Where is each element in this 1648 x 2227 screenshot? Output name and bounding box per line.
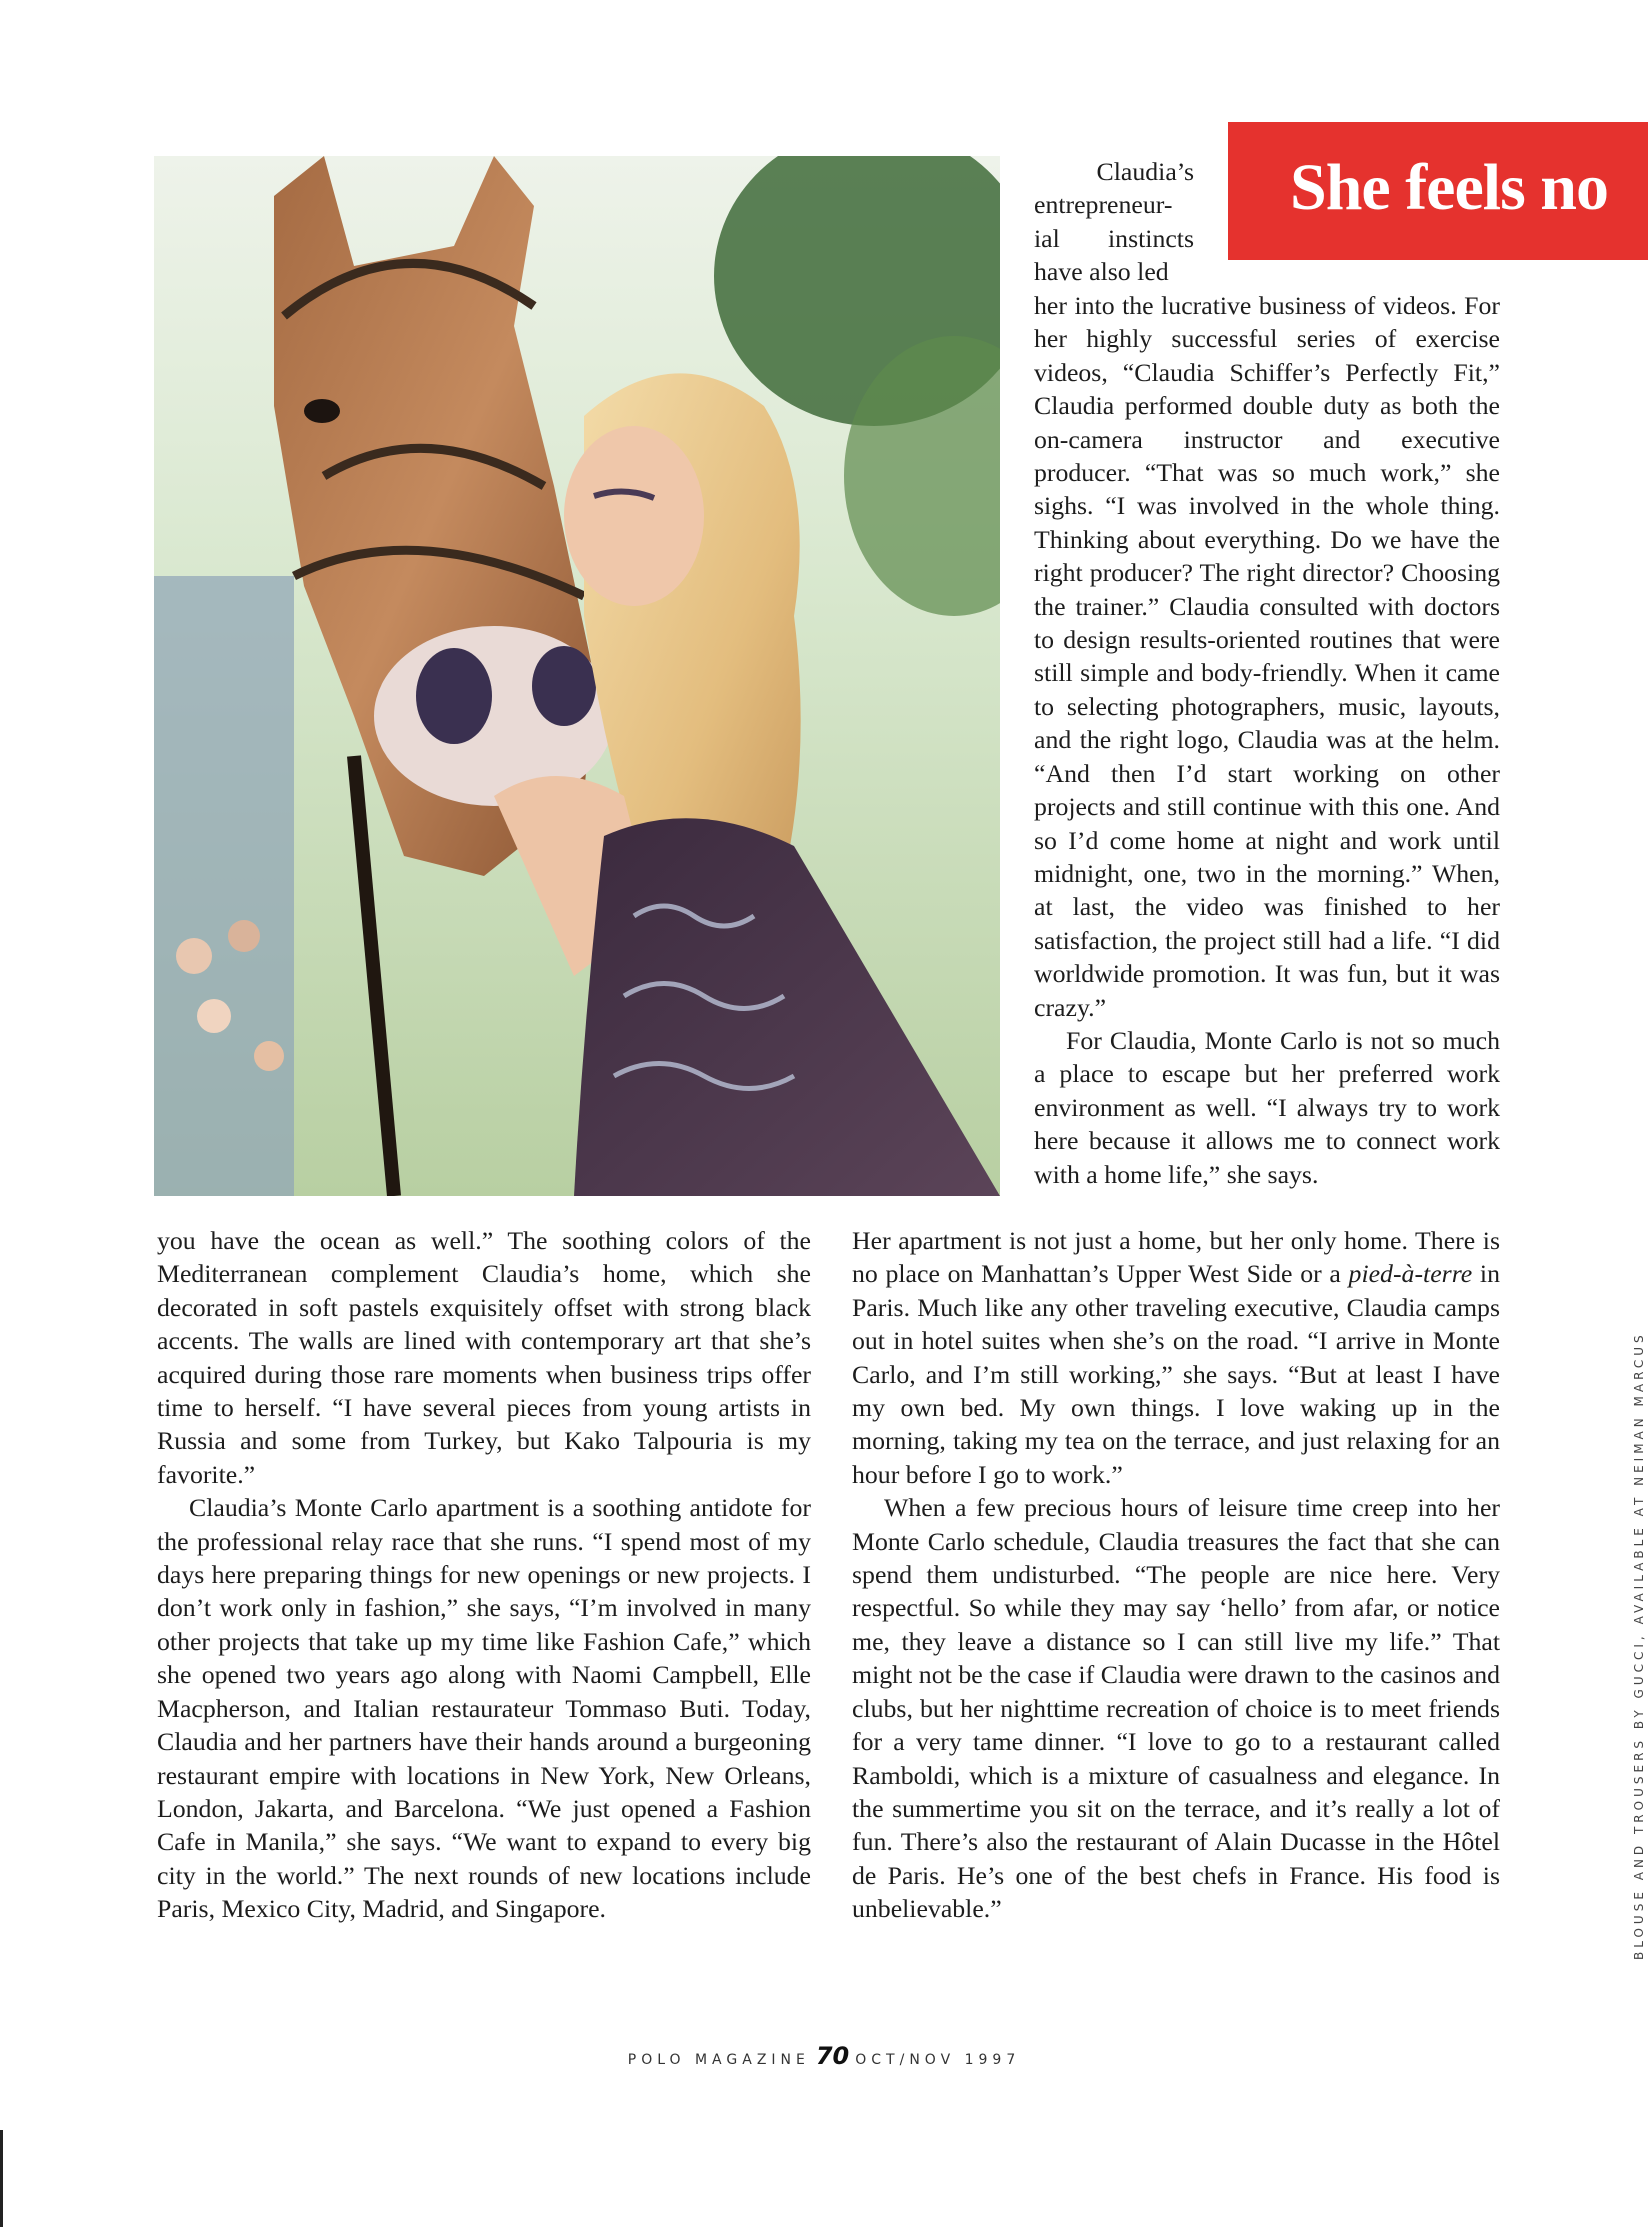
page-footer [0, 2042, 1648, 2070]
crowd-face [254, 1041, 284, 1071]
publication-name: POLO MAGAZINE [627, 2052, 810, 2068]
lead-line: ial instincts [1034, 223, 1194, 253]
body-paragraph: For Claudia, Monte Carlo is not so much a place to escape but her preferred work environment as well. “I always try to work here because it allows me to connect work with a home life,” she says. [1034, 1025, 1500, 1189]
body-paragraph [852, 1224, 1500, 1491]
horse-nostril-2 [532, 646, 596, 726]
body-paragraph: Claudia’s Monte Carlo apartment is a soothing antidote for the professional relay race that she runs. “I spend most of my days here preparing things for new openings or new projects. I don’t work only in fashion,” she says, “I’m involved in many other projects that take up my time like Fashion Cafe,” which she opened two years ago along with Naomi Campbell, Elle Macpherson, and Italian restaurateur Tommaso Buti. Today, Claudia and her partners have their hands around a burgeoning restaurant empire with locations in New York, New Orleans, London, Jakarta, and Barcelona. “We just opened a Fashion Cafe in Manila,” she says. “We want to expand to every big city in the world.” The next rounds of new locations include Paris, Mexico City, Madrid, and Singapore. [157, 1493, 811, 1924]
horse-nostril [416, 648, 492, 744]
right-column-lower [852, 1224, 1500, 1926]
lead-line: Claudia’s [1096, 157, 1194, 186]
body-paragraph: you have the ocean as well.” The soothing colors of the Mediterranean complement Claudia’s home, which she decorated in soft pastels exquisitely offset with strong black accents. The walls are lined with contemporary art that she’s acquired during those rare moments when business trips offer time to herself. “I have several pieces from young artists in Russia and some from Turkey, but Kako Talpouria is my favorite.” [157, 1226, 811, 1489]
lead-line: have also led [1034, 257, 1169, 287]
left-column-lower [157, 1224, 811, 1926]
body-text: in Paris. Much like any other traveling executive, Claudia camps out in hotel suites when she’s on the road. “I arrive in Monte Carlo, and I’m still working,” she says. “But at least I have my own bed. My own things. I love waking up in the morning, taking my tea on the terrace, and just relaxing for an hour before I go to work.” [852, 1259, 1500, 1489]
crowd-face [197, 999, 231, 1033]
page-number: 70 [815, 2042, 850, 2070]
photo-illustration [154, 156, 1000, 1196]
photo-credit: BLOUSE AND TROUSERS BY GUCCI, AVAILABLE AT NEIMAN MARCUS [1632, 1331, 1646, 1960]
right-column-upper [1034, 289, 1500, 1191]
body-text: Her apartment is not just a home, but her only home. There is no place on Manhattan’s Upper West Side or a [852, 1226, 1500, 1289]
crowd-face [176, 938, 212, 974]
crowd-face [228, 920, 260, 952]
cover-photo [154, 156, 1000, 1196]
headline: She feels no [1290, 151, 1608, 224]
horse-eye [304, 399, 340, 423]
lead-column [1034, 155, 1194, 289]
italic-phrase: pied-à-terre [1348, 1259, 1473, 1289]
lead-line: entrepreneur- [1034, 190, 1173, 220]
woman-face [564, 426, 704, 606]
crowd-area [154, 576, 294, 1196]
body-paragraph: When a few precious hours of leisure time creep into her Monte Carlo schedule, Claudia treasures the fact that she can spend them undisturbed. “The people are nice here. Very respectful. So while they may say ‘hello’ from afar, or notice me, they leave a distance so I can still live my life.” That might not be the case if Claudia were drawn to the casinos and clubs, but her nighttime recreation of choice is to meet friends for a very tame dinner. “I love to go to a restaurant called Ramboldi, which is a mixture of casualness and elegance. In the summertime you sit on the terrace, and it’s really a lot of fun. There’s also the restaurant of Alain Ducasse in the Hôtel de Paris. He’s one of the best chefs in France. His food is unbelievable.” [852, 1493, 1500, 1924]
issue-date: OCT/NOV 1997 [855, 2052, 1021, 2068]
page-edge-rule [0, 2130, 3, 2227]
body-paragraph: her into the lucrative business of videos. For her highly successful series of exercise videos, “Claudia Schiffer’s Perfectly Fit,” Claudia performed double duty as both the on-camera instructor and executive producer. “That was so much work,” she sighs. “I was involved in the whole thing. Thinking about everything. Do we have the right producer? The right director? Choosing the trainer.” Claudia consulted with doctors to design results-oriented routines that were still simple and body-friendly. When it came to selecting photographers, music, layouts, and the right logo, Claudia was at the helm. “And then I’d start working on other projects and still continue with this one. And so I’d come home at night and work until midnight, one, two in the morning.” When, at last, the video was finished to her satisfaction, the project still had a life. “I did worldwide promotion. It was fun, but it was crazy.” [1034, 291, 1500, 1022]
